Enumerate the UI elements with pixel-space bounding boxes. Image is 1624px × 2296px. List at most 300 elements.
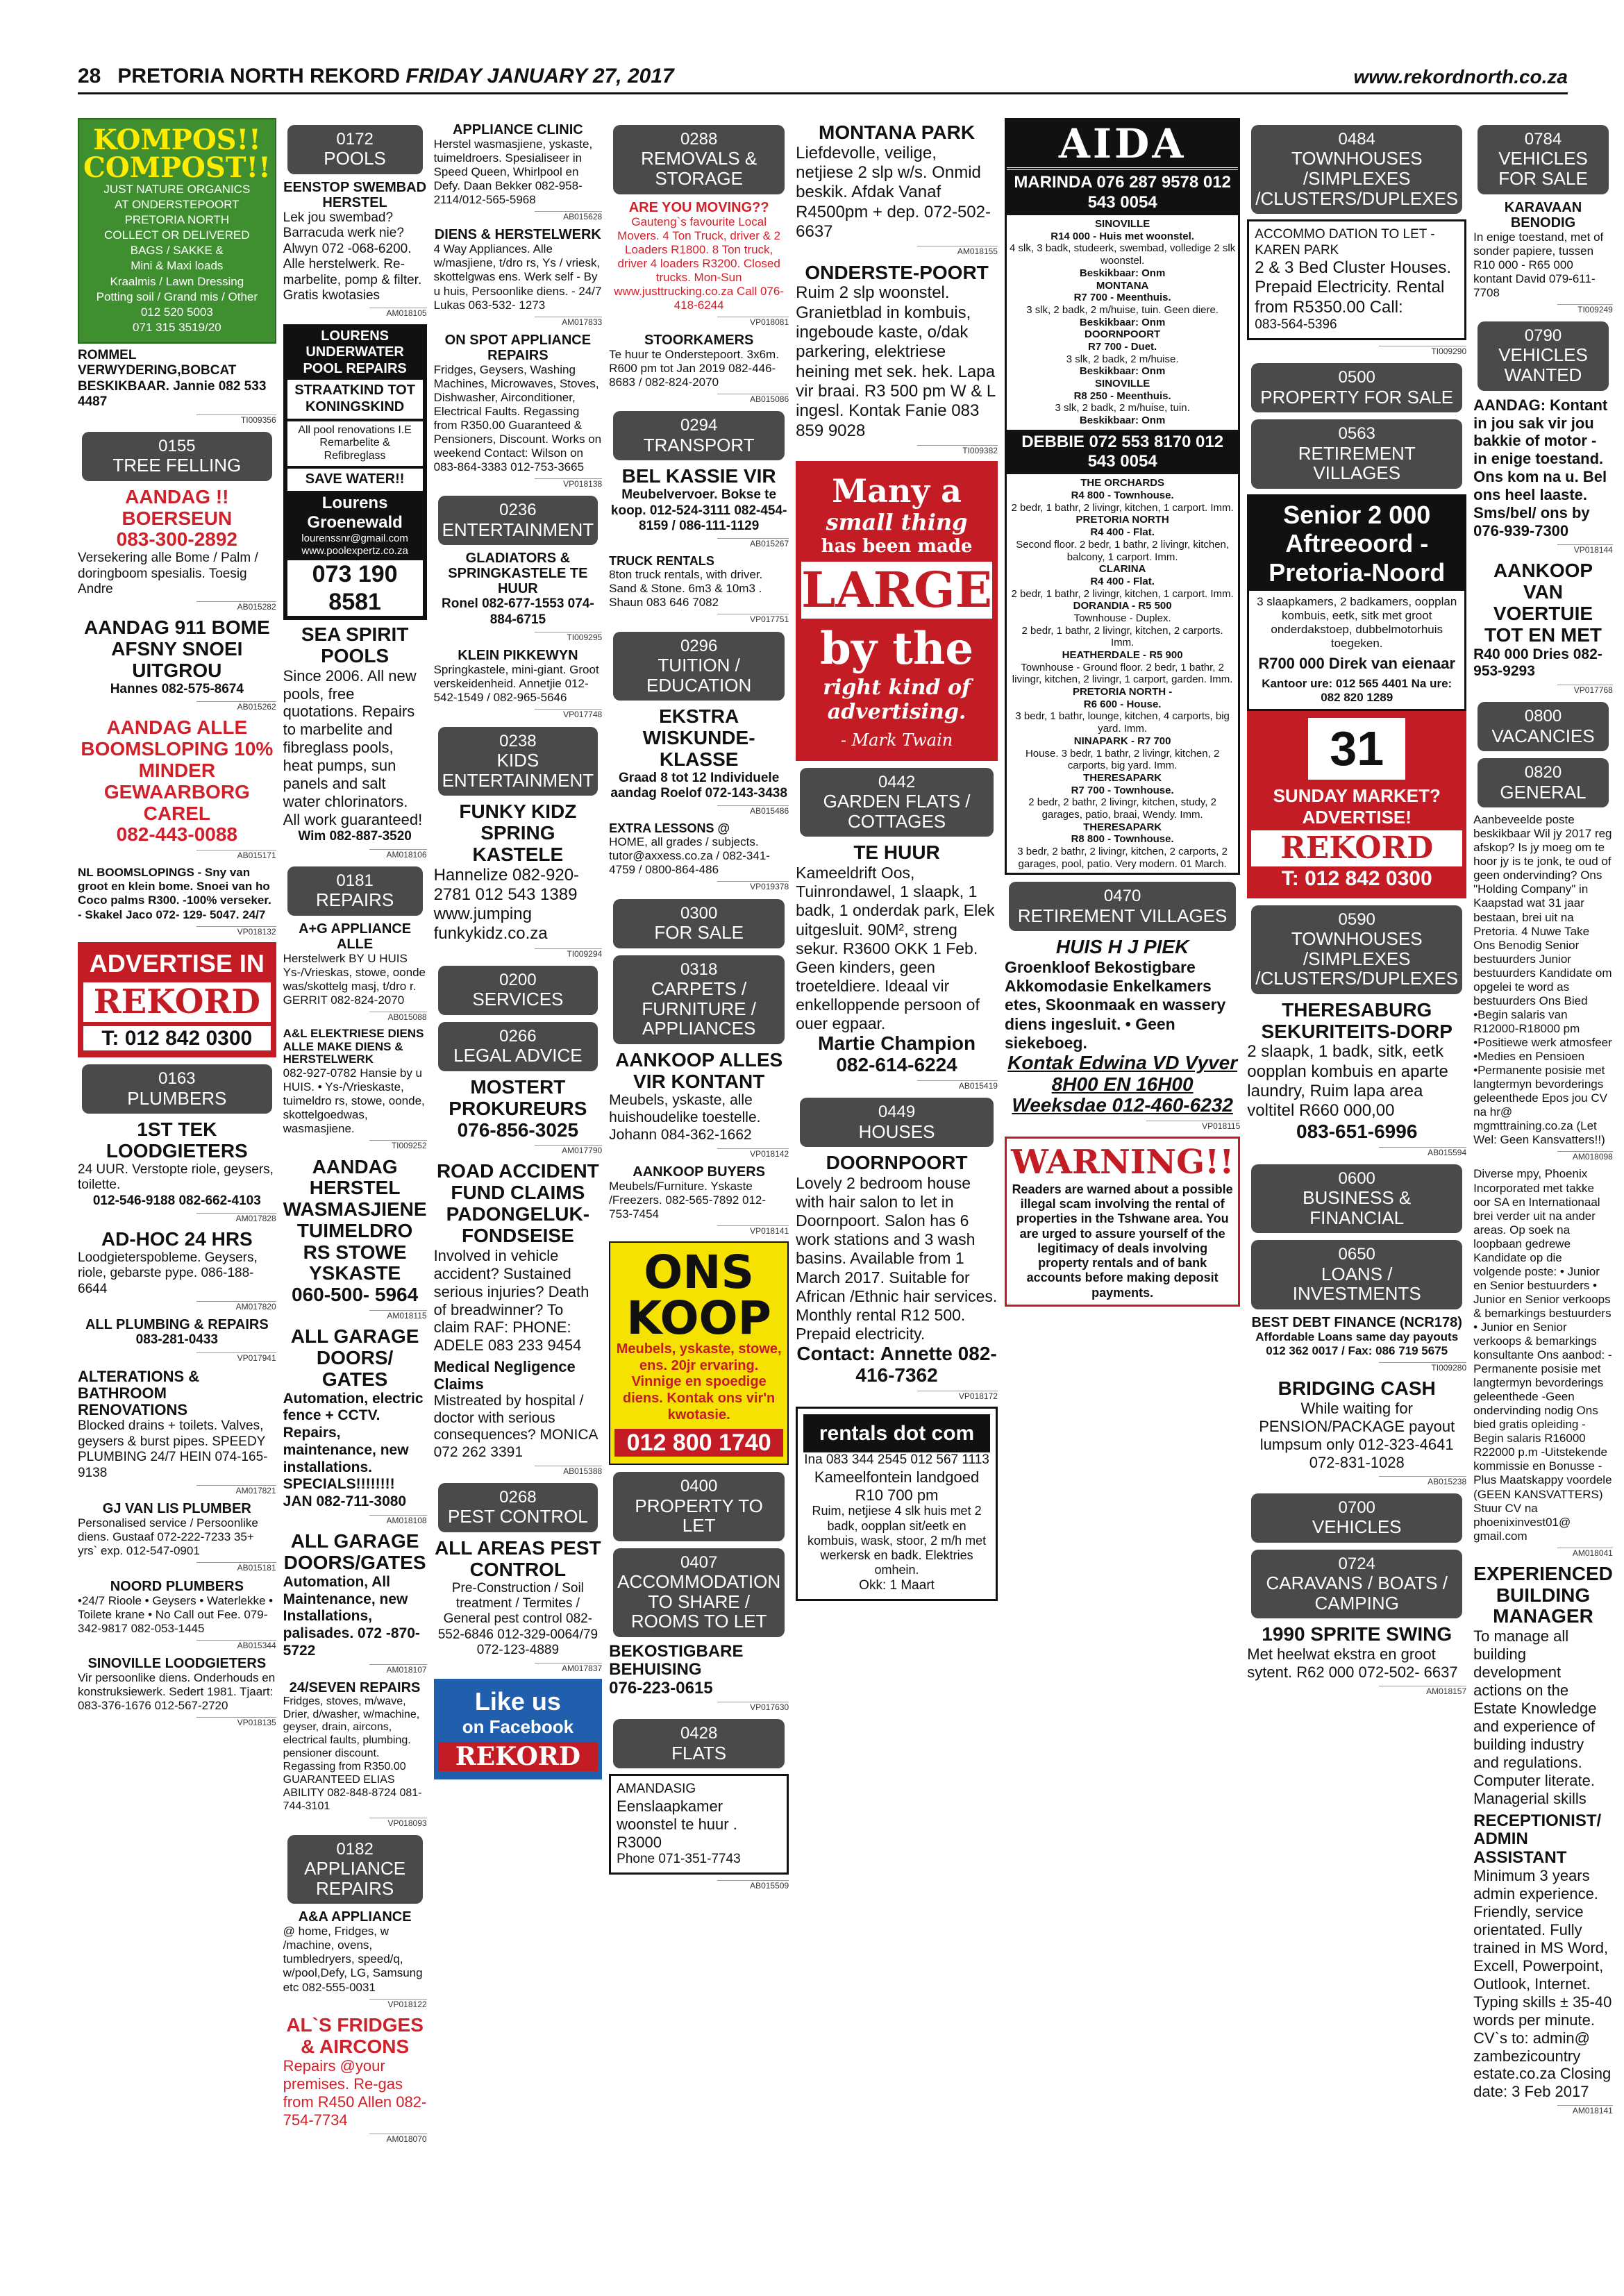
section-townhouses [1251, 125, 1462, 214]
section-code: 0484 [1338, 130, 1375, 149]
ad-ref: AB015088 [369, 1012, 427, 1022]
ad-body: 8ton truck rentals, with driver. Sand & Stone. 6m3 & 10m3 . Shaun 083 646 7082 [609, 568, 763, 610]
ad-ref: TI009295 [535, 632, 602, 642]
ad-title: AANKOOP VAN VOERTUIE TOT EN MET [1484, 560, 1602, 646]
ad-ref: TI009249 [1557, 304, 1613, 315]
column-5 [796, 118, 998, 2263]
section-code: 0442 [878, 772, 916, 791]
ad-ref: AM018141 [1557, 2105, 1613, 2115]
section-general [1477, 758, 1609, 807]
kompos-line: 012 520 5003 [140, 305, 213, 319]
section-retirement-villages-2 [1251, 419, 1462, 489]
section-name: VEHICLES WANTED [1498, 344, 1588, 385]
listing-line: MONTANA [1096, 279, 1149, 292]
ad-title: MOSTERT PROKUREURS [449, 1075, 587, 1119]
ad-ref: AB015419 [917, 1080, 998, 1091]
ad-ref: TI009290 [1379, 346, 1466, 356]
ad-title: 1ST TEK LOODGIETERS [106, 1118, 248, 1162]
ad-slogan: SAVE WATER!! [287, 469, 423, 491]
ad-title: GLADIATORS & SPRINGKASTELE TE HUUR [448, 551, 588, 597]
section-name: RETIREMENT VILLAGES [1017, 905, 1228, 926]
aa-ad [283, 1909, 427, 1994]
ad-title: ROAD ACCIDENT FUND CLAIMS PADONGELUK-FONDSEISE [436, 1160, 599, 1246]
ad-title: Senior 2 000 Aftreeoord - Pretoria-Noord [1249, 496, 1464, 591]
section-code: 0172 [336, 130, 374, 149]
appliance-clinic-ad [434, 122, 603, 207]
ad-title: EXTRA LESSONS @ [609, 821, 730, 835]
ad-body: Eenslaapkamer woonstel te huur . R3000 [617, 1797, 737, 1851]
section-code: 0700 [1338, 1498, 1375, 1517]
kompos-line: AT ONDERSTEPOORT [115, 198, 240, 212]
ad-body: Mistreated by hospital / doctor with serious consequences? MONICA 072 262 3391 [433, 1392, 598, 1461]
section-code: 0200 [499, 970, 537, 989]
listing-line: PRETORIA NORTH [1075, 514, 1169, 526]
ad-body: Aanbeveelde poste beskikbaar Wil jy 2017 reg afskop? Is jy moeg om te hoor jy is te jonk, te oud of geen ondervinding? Ons "Holding Company" in Kaapstad wat 31 jaar bestaan, brei uit na Pretoria. 4 Nuwe Take Ons Benodig Senior bestuurders Junior bestuurders Kandidate om opgelei te word as bestuurders Ons Bied •Begin salaris van R12000-R18000 pm •Positiewe werk atmosfeer •Medies en Pensioen •Permanente posisie met langtermyn bevorderings geleenthede Epos jou CV na hr@ mgmttraining.co.za (Let Wel: Geen Kansvatters!!) [1473, 813, 1612, 1147]
section-vehicles-for-sale [1477, 125, 1609, 194]
ad-ref: VP018142 [717, 1148, 789, 1159]
ad-title: AANDAG !! BOERSEUN [122, 485, 233, 529]
section-loans [1251, 1240, 1462, 1309]
section-code: 0790 [1524, 326, 1562, 345]
ad-ref: AM018105 [369, 308, 427, 318]
ad-line: right kind of advertising. [823, 675, 971, 725]
section-services [438, 966, 598, 1015]
ad-body: Lek jou swembad? Barracuda werk nie? Alwyn 072 -068-6200. Alle herstelwerk. Re-marbelite, pomp & filter. Gratis kwotasies [283, 210, 422, 303]
listing-line: Beskikbaar: Onm [1079, 365, 1166, 378]
ad-subtitle: STRAATKIND TOT KONINGSKIND [287, 380, 423, 418]
ad-line: LARGE [801, 560, 992, 619]
section-code: 0236 [499, 501, 537, 520]
section-code: 0400 [680, 1477, 718, 1496]
ad-title: SUNDAY MARKET? ADVERTISE! [1273, 785, 1441, 828]
ad-body: Te huur te Onderstepoort. 3x6m. R600 pm tot Jan 2019 082-446-8683 / 082-824-2070 [609, 348, 779, 389]
listing-line: THERESAPARK [1083, 771, 1162, 784]
allareas-ad [434, 1538, 603, 1659]
ad-ref: TI009280 [1379, 1362, 1466, 1373]
ad-ref: AB015628 [535, 211, 602, 221]
section-repairs [287, 866, 423, 916]
listing-line: 3 slk, 2 badk, 2 m/huise. [1066, 353, 1179, 365]
ad-title: AANDAG HERSTEL WASMASJIENE TUIMELDRO RS STOWE YSKASTE [283, 1155, 427, 1284]
ad-title: NOORD PLUMBERS [110, 1578, 244, 1594]
ad-phone: Wim 082-887-3520 [298, 829, 412, 844]
ad-ref: AM018157 [1379, 1686, 1466, 1696]
section-name: TREE FELLING [112, 455, 242, 476]
ad-ref: TI009252 [369, 1140, 427, 1150]
ad-body: Meubels, yskaste, stowe, ens. 20jr ervaring. Vinnige en spoedige diens. Kontak ons vir'n kwotasie. [616, 1341, 782, 1423]
receptionist-ad [1473, 1812, 1613, 2102]
section-vacancies [1477, 702, 1609, 751]
listing-line: CLARINA [1098, 563, 1146, 576]
ad-ref: AB015282 [196, 601, 276, 612]
website-url[interactable]: www.rekordnorth.co.za [1353, 66, 1568, 87]
ad-body: 24 UUR. Verstopte riole, geysers, toilette. [78, 1162, 274, 1193]
ad-title: AD-HOC 24 HRS [101, 1228, 253, 1250]
listing-line: Second floor. 2 bedr, 1 bathr, 2 livingr, kitchen, balcony, 1 carport. Imm. [1016, 538, 1230, 563]
onderstepoort-ad [796, 262, 998, 441]
ad-ref: TI009356 [196, 414, 276, 425]
ad-body: To manage all building development actions on the Estate Knowledge and experience of building industry and regulations. Computer literate. Managerial skills [1473, 1627, 1597, 1807]
ad-ref: AM017790 [535, 1145, 602, 1155]
aankoop-buyers-ad [609, 1164, 789, 1221]
bridging-ad [1247, 1378, 1466, 1472]
section-code: 0500 [1338, 368, 1375, 387]
aandag-voertuig-ad [1473, 396, 1613, 541]
ad-title: STOORKAMERS [644, 333, 754, 349]
section-name: TRANSPORT [643, 434, 755, 455]
section-pest-control [438, 1483, 598, 1532]
ad-ref: AM018115 [369, 1310, 427, 1321]
ad-body: Loodgieterspobleme. Geysers, riole, gebarste pype. 086-188-6644 [78, 1250, 258, 1296]
ad-phone: 083-564-5396 [1255, 317, 1337, 332]
ad-title: 1990 SPRITE SWING [1262, 1623, 1453, 1645]
kompos-line: COLLECT OR DELIVERED [104, 228, 250, 242]
section-for-sale [613, 899, 785, 948]
ad-contact: Kontak Edwina VD Vyver 8H00 EN 16H00 Weeksdae 012-460-6232 [1007, 1051, 1238, 1116]
ad-body: Meubelvervoer. Bokse te koop. 012-524-3111 082-454- 8159 / 086-111-1129 [610, 487, 787, 533]
ad-title: A&A APPLIANCE [298, 1909, 412, 1925]
ad-body: 3 slaapkamers, 2 badkamers, oopplan kombuis, eetk, sitk met groot onderdakstoep, dubbelmotorhuis toegeken. [1257, 595, 1457, 651]
ad-body: While waiting for PENSION/PACKAGE payout lumpsum only 012-323-4641 072-831-1028 [1259, 1399, 1455, 1471]
section-code: 0288 [680, 130, 718, 149]
ad-title: ALL AREAS PEST CONTROL [435, 1536, 601, 1580]
ad-phone: Ronel 082-677-1553 074-884-6715 [442, 596, 594, 627]
al-ad [283, 1028, 427, 1136]
section-name: FOR SALE [654, 922, 744, 944]
ad-body: Since 2006. All new pools, free quotations. Repairs to marbelite and fibreglass pools, heat pumps, sun panels and salt water chlorinators. All work guaranteed! [283, 667, 423, 829]
ad-title: AMANDASIG [617, 1782, 696, 1797]
section-pools [287, 125, 423, 174]
aankoop-voertuie-ad [1473, 560, 1613, 680]
senior-2000-ad [1247, 494, 1466, 711]
ad-body: Kameeldrift Oos, Tuinrondawel, 1 slaapk, 1 badk, 1 onderdak park, Elek uitgesluit. 90M², streng sekur. R3600 OKK 1 Feb. Geen kinders, geen troeteldiere. Ideaal vir enkelloppende persoon of ouer egpaar. [796, 864, 995, 1033]
column-7 [1247, 118, 1466, 2263]
karavaan-ad [1473, 200, 1613, 300]
rekord-logo: REKORD [438, 1742, 598, 1771]
ad-body: Affordable Loans same day payouts 012 362 0017 / Fax: 086 719 5675 [1255, 1330, 1459, 1357]
section-name: PLUMBERS [127, 1087, 227, 1109]
column-8 [1473, 118, 1613, 2263]
section-transport [613, 411, 785, 460]
aida-logo: AIDA [1007, 120, 1238, 170]
ad-title: KARAVAAN BENODIG [1504, 199, 1582, 231]
ad-title: ON SPOT APPLIANCE REPAIRS [444, 332, 592, 363]
ad-phone: 012 800 1740 [614, 1429, 783, 1457]
section-appliance-repairs [287, 1835, 423, 1904]
ad-contact: Kantoor ure: 012 565 4401 Na ure: 082 820 1289 [1262, 677, 1453, 705]
ad-body: Minimum 3 years admin experience. Friendly, service orientated. Fully trained in MS Word, Excell, Powerpoint, Outlook, Internet. Typing skills ± 35-40 words per minute. CV`s to: admin@ zambezicountry estate.co.za Closing date: 3 Feb 2017 [1473, 1866, 1612, 2101]
ad-title: ONS KOOP [626, 1246, 772, 1346]
agent-marinda: MARINDA 076 287 9578 012 543 0054 [1007, 170, 1238, 215]
listing-line: Beskikbaar: Onm [1079, 267, 1166, 279]
listing-line: R4 800 - Townhouse. [1071, 489, 1174, 502]
section-code: 0268 [499, 1487, 537, 1507]
ad-body: NL BOOMSLOPINGS - Sny van groot en klein bome. Snoei van ho Coco palms R300. -100% verseker. - Skakel Jaco 072- 129- 5047. 24/7 [78, 866, 271, 921]
rekord-advertise-text: ADVERTISE IN [89, 948, 265, 978]
section-name: RETIREMENT VILLAGES [1298, 442, 1416, 484]
ad-ref: VP018135 [196, 1717, 276, 1727]
ad-body: Personalised service / Persoonlike diens. Gustaaf 072-222-7233 35+ yrs` exp. 012-547-0901 [78, 1516, 258, 1558]
section-code: 0294 [680, 416, 718, 435]
ad-phone: 012-546-9188 082-662-4103 [92, 1193, 261, 1208]
ad-title: LOURENS UNDERWATER POOL REPAIRS [303, 328, 407, 376]
ad-ref: AB015238 [1379, 1476, 1466, 1486]
ad-phone: 073 190 8581 [287, 560, 423, 616]
ad-title: MONTANA PARK [819, 121, 976, 143]
kompos-title: KOMPOS!! COMPOST!! [83, 124, 271, 184]
diens-ad [434, 227, 603, 312]
ad-phone: 083-300-2892 [116, 528, 237, 551]
ad-title: BRIDGING CASH [1278, 1377, 1436, 1400]
ad-body: R40 000 Dries 082-953-9293 [1473, 646, 1602, 680]
column-2 [283, 118, 427, 2263]
section-name: HOUSES [858, 1121, 935, 1142]
section-code: 0650 [1338, 1245, 1375, 1264]
tek-ad [78, 1119, 276, 1209]
section-name: SERVICES [472, 989, 564, 1010]
listing-line: R14 000 - Huis met woonstel. [1050, 230, 1194, 242]
gj-ad [78, 1501, 276, 1558]
ad-ref: VP017941 [196, 1352, 276, 1363]
ad-title: AANDAG 911 BOME AFSNY SNOEI UITGROU [84, 617, 270, 682]
ad-title: EXPERIENCED BUILDING MANAGER [1473, 1562, 1613, 1627]
ad-phone: Ina 083 344 2545 012 567 1113 [804, 1452, 989, 1468]
ad-title: ALL GARAGE DOORS/GATES [283, 1530, 426, 1573]
tehuur-ad [796, 842, 998, 1076]
ad-ref: VP017630 [717, 1702, 789, 1712]
ad-title: SEA SPIRIT POOLS [301, 623, 409, 667]
aida-agency-ad [1005, 118, 1240, 875]
carel-ad [78, 717, 276, 846]
listing-line: 3 bedr, 1 bathr, lounge, kitchen, 4 carports, big yard. Imm. [1015, 710, 1230, 735]
ad-ref: VP018172 [917, 1391, 998, 1401]
section-carpets-furniture [613, 955, 785, 1044]
column-1 [78, 118, 276, 2263]
ad-body: Repairs @your premises. Re-gas from R450 Allen 082-754-7734 [283, 2057, 427, 2129]
aankoop-ad [609, 1050, 789, 1144]
facebook-like-ad[interactable] [434, 1679, 603, 1780]
section-code: 0181 [336, 871, 374, 890]
column-3 [434, 118, 603, 2263]
funky-ad [434, 801, 603, 944]
ad-ref: VP018138 [535, 478, 602, 489]
pikkewyn-ad [434, 648, 603, 705]
listing-group-1 [1007, 215, 1238, 430]
ad-ref: VP018115 [1146, 1121, 1241, 1131]
ad-title: EKSTRA WISKUNDE-KLASSE [642, 705, 755, 770]
listing-line: SINOVILLE [1095, 378, 1150, 389]
listing-line: 2 bedr, 1 bathr, 2 livingr, kitchen, 1 carport. Imm. [1011, 587, 1234, 600]
section-name: PROPERTY TO LET [635, 1495, 763, 1536]
section-name: POOLS [324, 148, 386, 169]
ad-phone: 082-443-0088 [116, 823, 237, 846]
section-code: 0300 [680, 903, 718, 923]
phoenix-ad [1473, 1167, 1613, 1543]
calendar-icon: 31 [1308, 718, 1405, 780]
rentals-dot-com-ad [796, 1407, 998, 1601]
ad-line: Many a [832, 471, 962, 510]
section-code: 0318 [680, 960, 718, 979]
ad-title: TE HUUR [853, 841, 940, 864]
ad-title: 24/SEVEN REPAIRS [289, 1679, 421, 1695]
warning-notice [1005, 1137, 1240, 1307]
section-name: KIDS ENTERTAINMENT [442, 749, 594, 791]
ad-title: BEKOSTIGBARE BEHUISING [609, 1641, 744, 1679]
listing-line: R7 700 - Townhouse. [1071, 784, 1174, 796]
listing-line: SINOVILLE [1095, 218, 1150, 231]
listing-line: 2 bedr, 2 bathr, 2 livingr, kitchen, study, 2 garages, patio, braai, Wendy. Imm. [1028, 796, 1216, 821]
seaspirit-ad [283, 624, 427, 845]
ad-ref: AB015388 [535, 1466, 602, 1476]
rommel-ad [78, 348, 276, 410]
ad-body: ROMMEL VERWYDERING,BOBCAT BESKIKBAAR. Jannie 082 533 4487 [78, 347, 267, 410]
section-code: 0266 [499, 1026, 537, 1046]
listing-group-2 [1007, 474, 1238, 873]
page-number: 28 [78, 65, 101, 87]
garage-gates-ad [283, 1326, 427, 1511]
ad-title: A&L ELEKTRIESE DIENS ALLE MAKE DIENS & HERSTELWERK [283, 1027, 424, 1066]
road-accident-ad [434, 1161, 603, 1355]
ad-title: AANKOOP ALLES VIR KONTANT [615, 1048, 783, 1092]
garage-doors-ad [283, 1531, 427, 1659]
listing-line: 4 slk, 3 badk, studeerk, swembad, volledige 2 slk woonstel. [1010, 242, 1236, 267]
newspaper-title: PRETORIA NORTH REKORD FRIDAY JANUARY 27, 2017 [117, 65, 674, 87]
section-name: APPLIANCE REPAIRS [304, 1858, 406, 1899]
montana-ad [796, 122, 998, 242]
kompos-line: JUST NATURE ORGANICS [103, 183, 251, 196]
ad-ref: AB015262 [196, 701, 276, 712]
ad-title: AANDAG ALLE BOOMSLOPING 10% MINDER GEWAARBORG CAREL [81, 717, 274, 824]
section-houses [800, 1098, 994, 1147]
section-flats [613, 1719, 785, 1768]
ad-body: AANDAG: Kontant in jou sak vir jou bakkie of motor - in enige toestand. Ons kom na u. Bel ons heel laaste. Sms/bel/ ons by 076-939-7300 [1473, 396, 1608, 540]
eenstop-ad [283, 180, 427, 303]
ad-ref: TI009382 [917, 445, 998, 455]
section-townhouses-2 [1251, 905, 1462, 994]
section-caravans [1251, 1550, 1462, 1619]
warning-title: WARNING!! [1010, 1143, 1234, 1182]
section-code: 0470 [1103, 887, 1141, 906]
ekstra-ad [609, 706, 789, 801]
listing-line: R6 600 - House. [1083, 698, 1162, 710]
rentals-logo: rentals dot com [803, 1414, 990, 1452]
ad-phone: 060-500- 5964 [292, 1284, 419, 1306]
section-name: REMOVALS & STORAGE [641, 148, 757, 189]
huis-piek-ad [1005, 937, 1240, 1116]
section-tuition [613, 632, 785, 701]
section-legal-advice [438, 1022, 598, 1071]
moving-ad [609, 200, 789, 312]
section-name: ENTERTAINMENT [442, 519, 594, 540]
section-property-to-let [613, 1472, 785, 1541]
column-4 [609, 118, 789, 2263]
listing-line: R7 700 - Duet. [1088, 340, 1157, 353]
ad-body: Meubels, yskaste, alle huishoudelike toestelle. Johann 084-362-1662 [609, 1092, 761, 1143]
ad-ref: AB015171 [196, 850, 276, 860]
listing-line: THE ORCHARDS [1080, 477, 1165, 489]
ad-title: THERESABURG SEKURITEITS-DORP [1261, 998, 1453, 1042]
section-code: 0155 [158, 436, 196, 455]
allplumb-ad [78, 1317, 276, 1348]
ad-ref: VP017751 [717, 614, 789, 624]
bestdebt-ad [1247, 1315, 1466, 1358]
bakkie-ad [609, 466, 789, 534]
sunday-market-ad [1247, 711, 1466, 898]
section-code: 0238 [499, 731, 537, 751]
ons-koop-ad [609, 1241, 789, 1465]
listing-line: THERESAPARK [1083, 821, 1162, 833]
ad-email: lourenssnr@gmail.com www.poolexpertz.co.za [301, 533, 408, 558]
ad-title: TRUCK RENTALS [609, 553, 714, 568]
ad-title: DIENS & HERSTELWERK [434, 227, 601, 243]
rekord-logo: REKORD [83, 982, 271, 1022]
section-name: VACANCIES [1491, 725, 1595, 746]
listing-line: DOORNPOORT [1085, 328, 1161, 341]
mark-twain-ad [796, 461, 998, 761]
section-property-for-sale [1251, 363, 1462, 412]
sprite-ad [1247, 1624, 1466, 1682]
section-code: 0820 [1524, 763, 1562, 782]
listing-line: Beskikbaar: Onm [1079, 316, 1166, 328]
ad-title: A+G APPLIANCE ALLE [299, 921, 412, 952]
section-code: 0407 [680, 1552, 718, 1572]
ad-body: Vir persoonlike diens. Onderhouds en konstruksiewerk. Sedert 1981. Tjaart: 083-376-1676 012-567-2720 [78, 1670, 276, 1712]
ad-body: @ home, Fridges, w /machine, ovens, tumbledryers, speed/q, w/pool,Defy, LG, Samsung etc 082-555-0031 [283, 1925, 423, 1994]
building-manager-ad [1473, 1564, 1613, 1808]
noord-ad [78, 1579, 276, 1636]
listing-line: R8 800 - Townhouse. [1071, 833, 1174, 846]
section-name: VEHICLES [1312, 1516, 1402, 1538]
ad-line: small thing [826, 509, 968, 536]
ad-ref: AM018107 [369, 1664, 427, 1675]
section-code: 0800 [1524, 707, 1562, 726]
listing-line: DORANDIA - R5 500 [1073, 600, 1172, 612]
ad-ref: AB015086 [717, 394, 789, 404]
issue-date: FRIDAY JANUARY 27, 2017 [405, 65, 674, 87]
rekord-logo: REKORD [1251, 830, 1462, 866]
ad-ref: AB015267 [717, 538, 789, 548]
ad-ref: AB015181 [196, 1562, 276, 1573]
ad-ref: VP018081 [717, 317, 789, 327]
section-name: FLATS [671, 1742, 727, 1763]
section-name: LOANS / INVESTMENTS [1292, 1263, 1421, 1305]
ad-phone: 083-651-6996 [1296, 1120, 1418, 1142]
ad-title: DOORNPOORT [826, 1152, 968, 1174]
ad-body: Springkastele, mini-giant. Groot verskeidenheid. Annetjie 012-542-1549 / 082-965-5646 [433, 663, 599, 705]
doornpoort-ad [796, 1153, 998, 1386]
listing-line: Beskikbaar: Onm [1079, 414, 1166, 427]
section-name: PEST CONTROL [447, 1506, 588, 1527]
kompos-line: Kraalmis / Lawn Dressing [110, 274, 244, 288]
ad-title: BEST DEBT FINANCE (NCR178) [1251, 1314, 1462, 1330]
kompos-line: Potting soil / Grand mis / Other [96, 290, 258, 303]
nl-ad [78, 866, 276, 921]
ad-ref: AM017833 [535, 317, 602, 327]
alsfridges-ad [283, 2015, 427, 2129]
lessons-ad [609, 822, 789, 878]
listing-line: Townhouse - Duplex. [1073, 612, 1171, 624]
ad-phone: 076-223-0615 [609, 1678, 713, 1698]
section-name: ACCOMMODATION TO SHARE / ROOMS TO LET [617, 1571, 781, 1632]
sevenrepairs-ad [283, 1680, 427, 1813]
ad-title: FUNKY KIDZ SPRING KASTELE [459, 801, 577, 865]
ad-body: Fridges, stoves, m/wave, Drier, d/washer, w/machine, geyser, drain, aircons, electrical faults, plumbing. pensioner discount. Regassing from R350.00 GUARANTEED ELIAS ABILITY 082-848-8724 081-744-3101 [283, 1695, 422, 1812]
onspot-ad [434, 333, 603, 474]
ad-phone: T: 012 842 0300 [1281, 867, 1432, 891]
ad-body: 082-927-0782 Hansie by u HUIS. • Ys-/Vrieskaste, tuimeldro rs, stowe, oonde, skottelgoedwas, wasmasjiene. [283, 1066, 425, 1136]
section-business-financial [1251, 1164, 1462, 1234]
ad-title: RECEPTIONIST/ ADMIN ASSISTANT [1473, 1811, 1602, 1867]
